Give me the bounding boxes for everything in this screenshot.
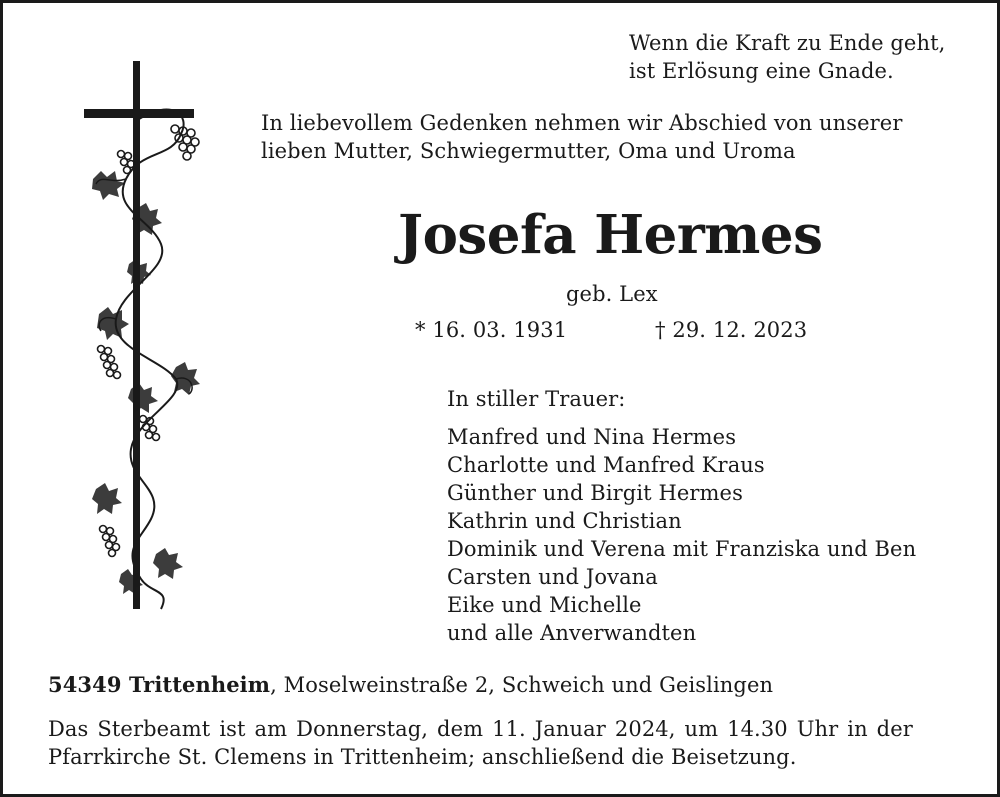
service-info — [48, 715, 913, 771]
mourner-entry: Dominik und Verena mit Franziska und Ben — [447, 537, 917, 561]
mourners-list — [447, 423, 916, 647]
mourners-title: In stiller Trauer: — [447, 387, 626, 411]
birth-date: * 16. 03. 1931 — [415, 318, 568, 342]
mourner-entry: und alle Anverwandten — [447, 621, 697, 645]
address-line — [48, 671, 773, 699]
intro-line: In liebevollem Gedenken nehmen wir Abschied von unserer — [261, 111, 903, 135]
postal-city: 54349 Trittenheim — [48, 672, 271, 697]
service-line: Das Sterbeamt ist am Donnerstag, dem 11. Januar 2024, um 14.30 Uhr in der — [48, 717, 913, 741]
mourner-entry: Kathrin und Christian — [447, 509, 682, 533]
cross-with-grapevine-icon — [81, 59, 211, 614]
motto — [629, 29, 945, 85]
mourner-entry: Charlotte und Manfred Kraus — [447, 453, 765, 477]
service-line: Pfarrkirche St. Clemens in Trittenheim; anschließend die Beisetzung. — [48, 745, 797, 769]
intro-line: lieben Mutter, Schwiegermutter, Oma und Uroma — [261, 139, 796, 163]
death-date-value: 29. 12. 2023 — [672, 318, 808, 342]
mourner-entry: Eike und Michelle — [447, 593, 642, 617]
motto-line: Wenn die Kraft zu Ende geht, — [629, 31, 946, 55]
dagger-icon: † — [655, 318, 666, 342]
address-rest: , Moselweinstraße 2, Schweich und Geislingen — [270, 673, 774, 697]
mourner-entry: Manfred und Nina Hermes — [447, 425, 737, 449]
intro-text — [261, 109, 902, 165]
maiden-name: geb. Lex — [566, 282, 658, 306]
mourner-entry: Günther und Birgit Hermes — [447, 481, 743, 505]
deceased-name: Josefa Hermes — [398, 204, 823, 266]
death-date — [655, 316, 807, 344]
motto-line: ist Erlösung eine Gnade. — [629, 59, 894, 83]
mourner-entry: Carsten und Jovana — [447, 565, 658, 589]
